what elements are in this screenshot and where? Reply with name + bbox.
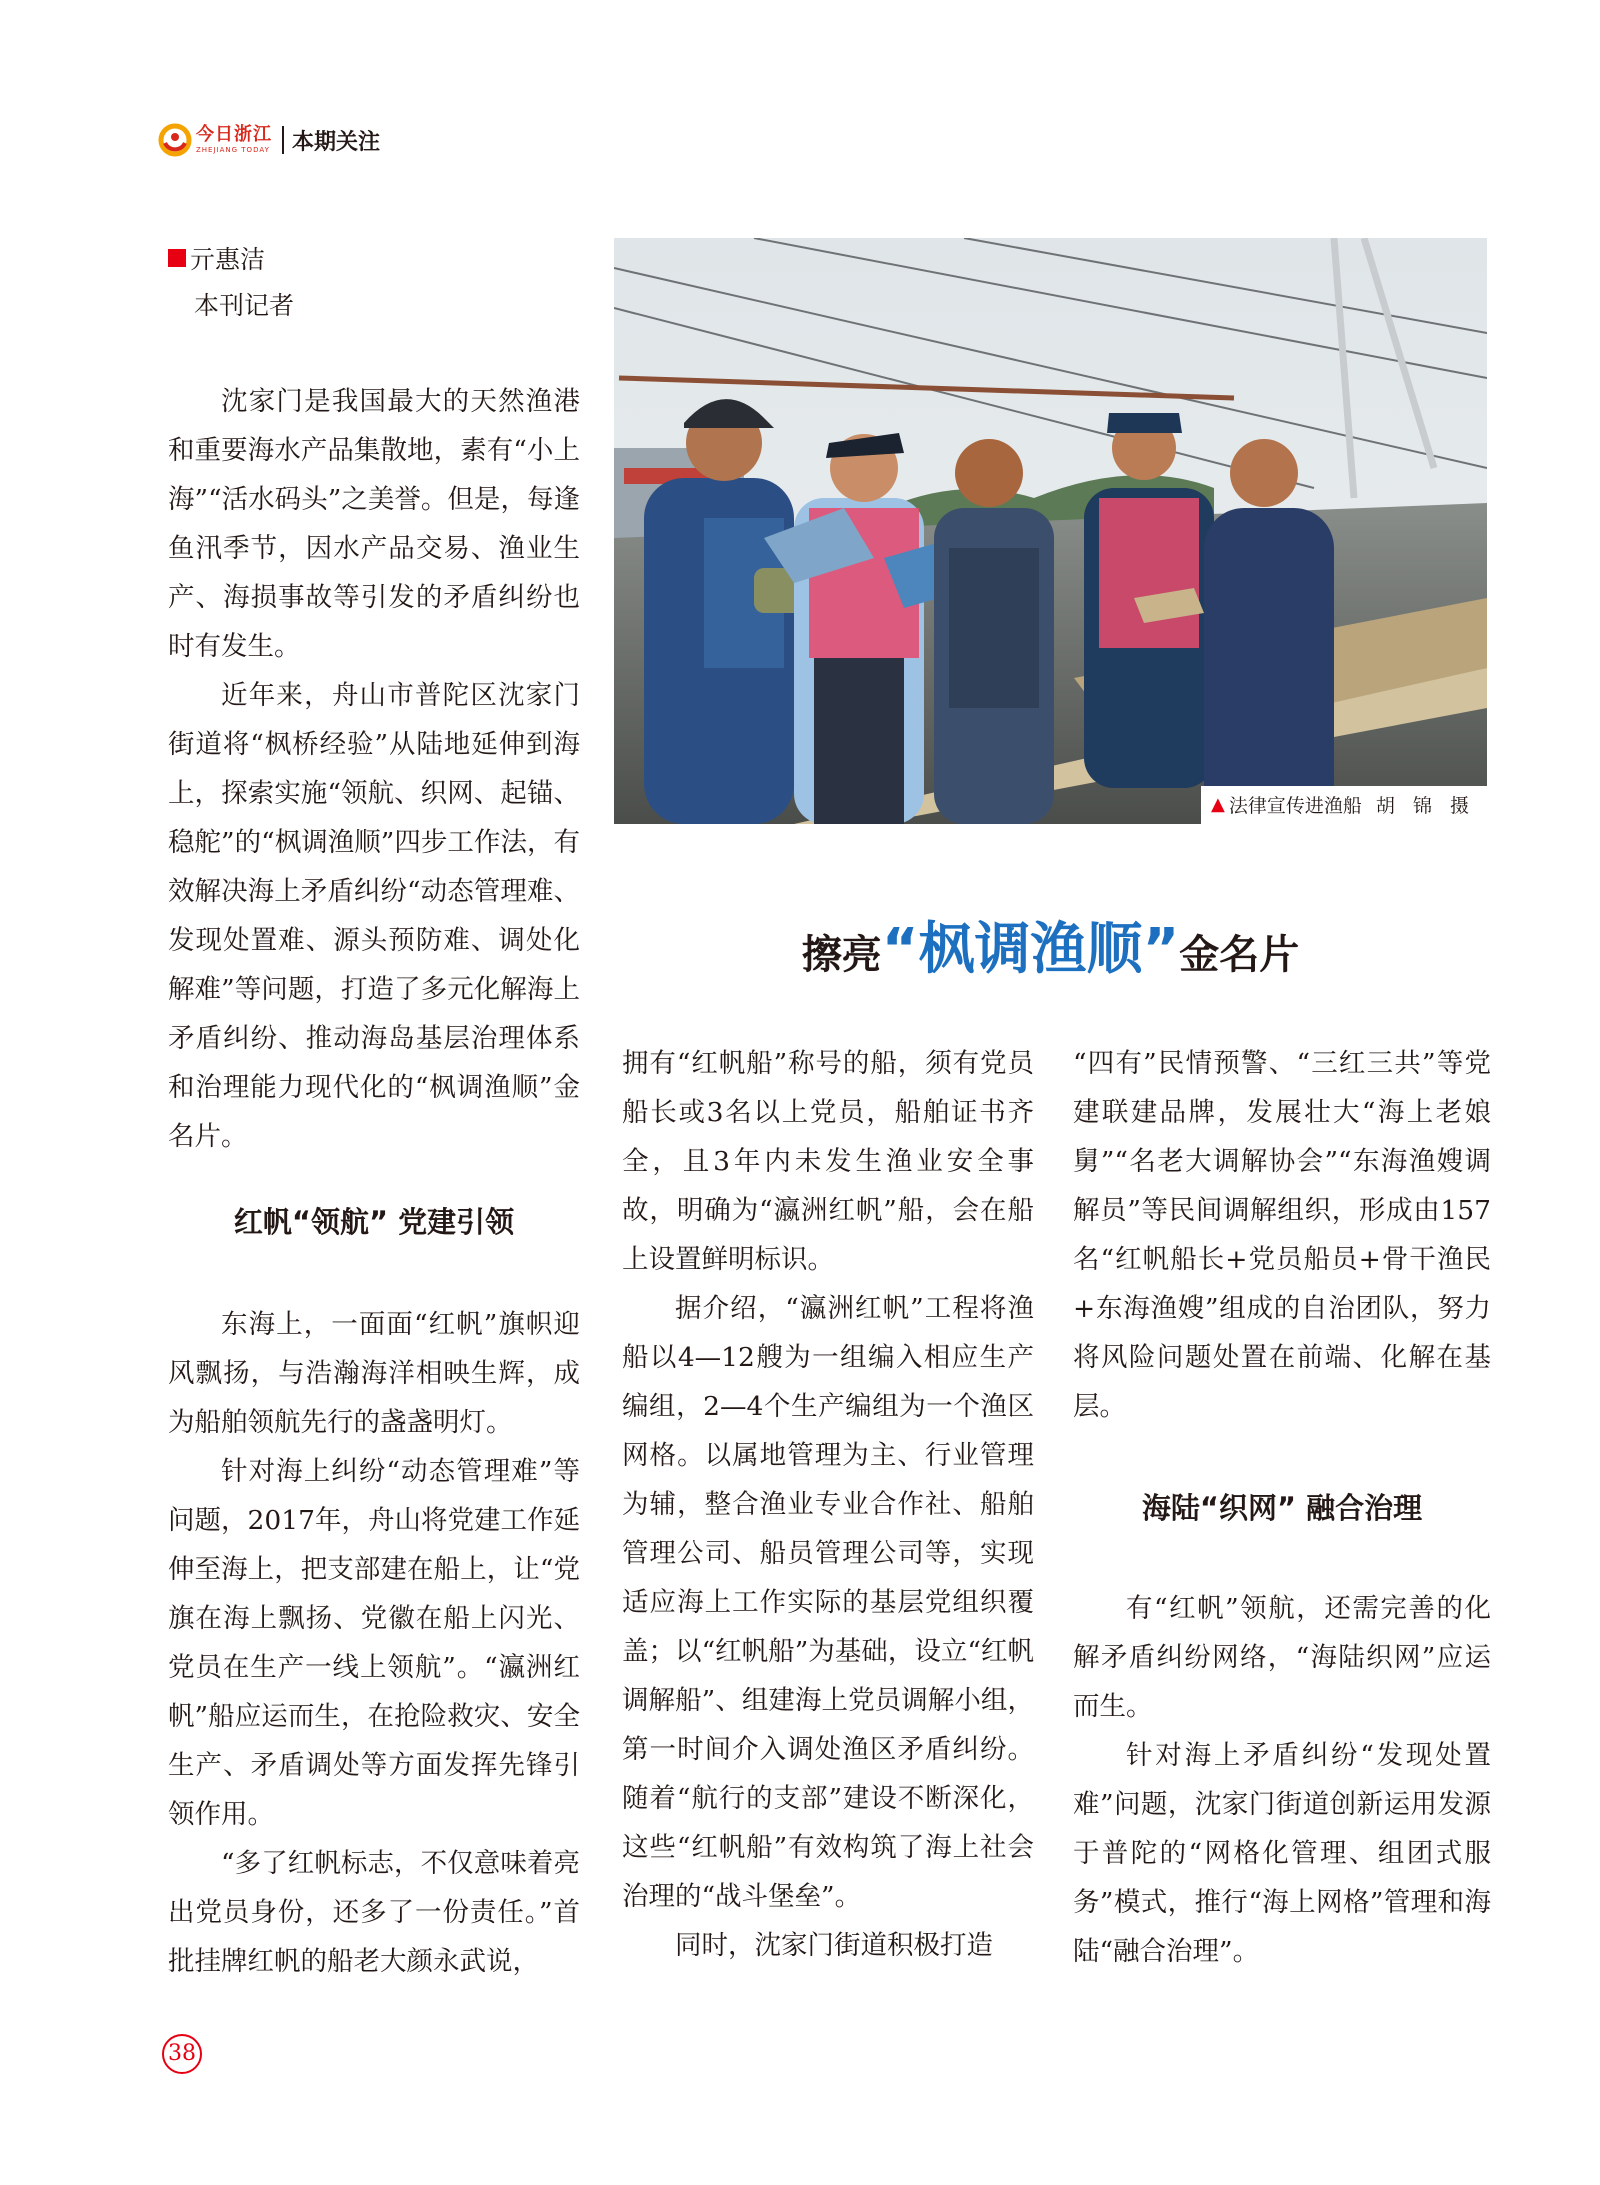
- paragraph: “多了红帆标志，不仅意味着亮出党员身份，还多了一份责任。”首批挂牌红帆的船老大颜永武说，: [168, 1848, 580, 1977]
- author-role: 本刊记者: [194, 291, 295, 320]
- section-heading: 红帆“领航” 党建引领: [233, 1205, 515, 1239]
- photo-caption: [1201, 786, 1487, 824]
- paragraph: 有“红帆”领航，还需完善的化解矛盾纠纷网络，“海陆织网”应运而生。: [1073, 1593, 1491, 1722]
- title-prefix: 擦亮: [801, 931, 882, 978]
- article-photo: [614, 238, 1487, 824]
- photo-illustration: [614, 238, 1487, 824]
- paragraph: 沈家门是我国最大的天然渔港和重要海水产品集散地，素有“小上海”“活水码头”之美誉。但是，每逢鱼汛季节，因水产品交易、渔业生产、海损事故等引发的矛盾纠纷也时有发生。: [168, 386, 580, 662]
- paragraph: 针对海上纠纷“动态管理难”等问题，2017年，舟山将党建工作延伸至海上，把支部建在船上，让“党旗在海上飘扬、党徽在船上闪光、党员在生产一线上领航”。“瀛洲红帆”船应运而生，在抢险救灾、安全生产、矛盾调处等方面发挥先锋引领作用。: [168, 1456, 580, 1830]
- header-divider: [282, 126, 284, 154]
- section-label: 本期关注: [292, 129, 381, 155]
- paragraph: 拥有“红帆船”称号的船，须有党员船长或3名以上党员，船舶证书齐全，且3年内未发生渔业安全事故，明确为“瀛洲红帆”船，会在船上设置鲜明标识。: [622, 1048, 1034, 1275]
- photo-credit: 胡 锦 摄: [1375, 795, 1475, 817]
- paragraph: 据介绍，“瀛洲红帆”工程将渔船以4—12艘为一组编入相应生产编组，2—4个生产编组为一个渔区网格。以属地管理为主、行业管理为辅，整合渔业专业合作社、船舶管理公司、船员管理公司等，实现适应海上工作实际的基层党组织覆盖；以“红帆船”为基础，设立“红帆调解船”、组建海上党员调解小组，第一时间介入调处渔区矛盾纠纷。随着“航行的支部”建设不断深化，这些“红帆船”有效构筑了海上社会治理的“战斗堡垒”。: [622, 1293, 1034, 1912]
- paragraph: 近年来，舟山市普陀区沈家门街道将“枫桥经验”从陆地延伸到海上，探索实施“领航、织网、起锚、稳舵”的“枫调渔顺”四步工作法，有效解决海上矛盾纠纷“动态管理难、发现处置难、源头预防难、调处化解难”等问题，打造了多元化解海上矛盾纠纷、推动海岛基层治理体系和治理能力现代化的“枫调渔顺”金名片。: [168, 680, 580, 1152]
- byline: [168, 240, 294, 322]
- caption-triangle-icon: ▲: [1211, 794, 1225, 815]
- title-keyword: “枫调渔顺”: [881, 917, 1180, 982]
- paragraph: 针对海上矛盾纠纷“发现处置难”问题，沈家门街道创新运用发源于普陀的“网格化管理、组团式服务”模式，推行“海上网格”管理和海陆“融合治理”。: [1073, 1740, 1491, 1967]
- logo-english: ZHEJIANG TODAY: [196, 146, 270, 154]
- logo-name: 今日浙江: [196, 124, 272, 145]
- caption-text: 法律宣传进渔船: [1228, 795, 1362, 817]
- page-header: [158, 120, 380, 160]
- article-title: [614, 905, 1487, 985]
- red-square-marker: [168, 249, 186, 267]
- title-suffix: 金名片: [1179, 931, 1300, 978]
- paragraph: “四有”民情预警、“三红三共”等党建联建品牌，发展壮大“海上老娘舅”“名老大调解协会”“东海渔嫂调解员”等民间调解组织，形成由157名“红帆船长+党员船员+骨干渔民+东海渔嫂”组成的自治团队，努力将风险问题处置在前端、化解在基层。: [1073, 1048, 1491, 1422]
- magazine-logo: [158, 123, 272, 157]
- paragraph: 东海上，一面面“红帆”旗帜迎风飘扬，与浩瀚海洋相映生辉，成为船舶领航先行的盏盏明灯。: [168, 1309, 580, 1438]
- paragraph: 同时，沈家门街道积极打造: [675, 1930, 993, 1961]
- page-number: 38: [162, 2034, 202, 2074]
- logo-icon: [158, 123, 192, 157]
- author-name: 亓惠洁: [190, 245, 266, 274]
- section-heading: 海陆“织网” 融合治理: [1141, 1491, 1423, 1525]
